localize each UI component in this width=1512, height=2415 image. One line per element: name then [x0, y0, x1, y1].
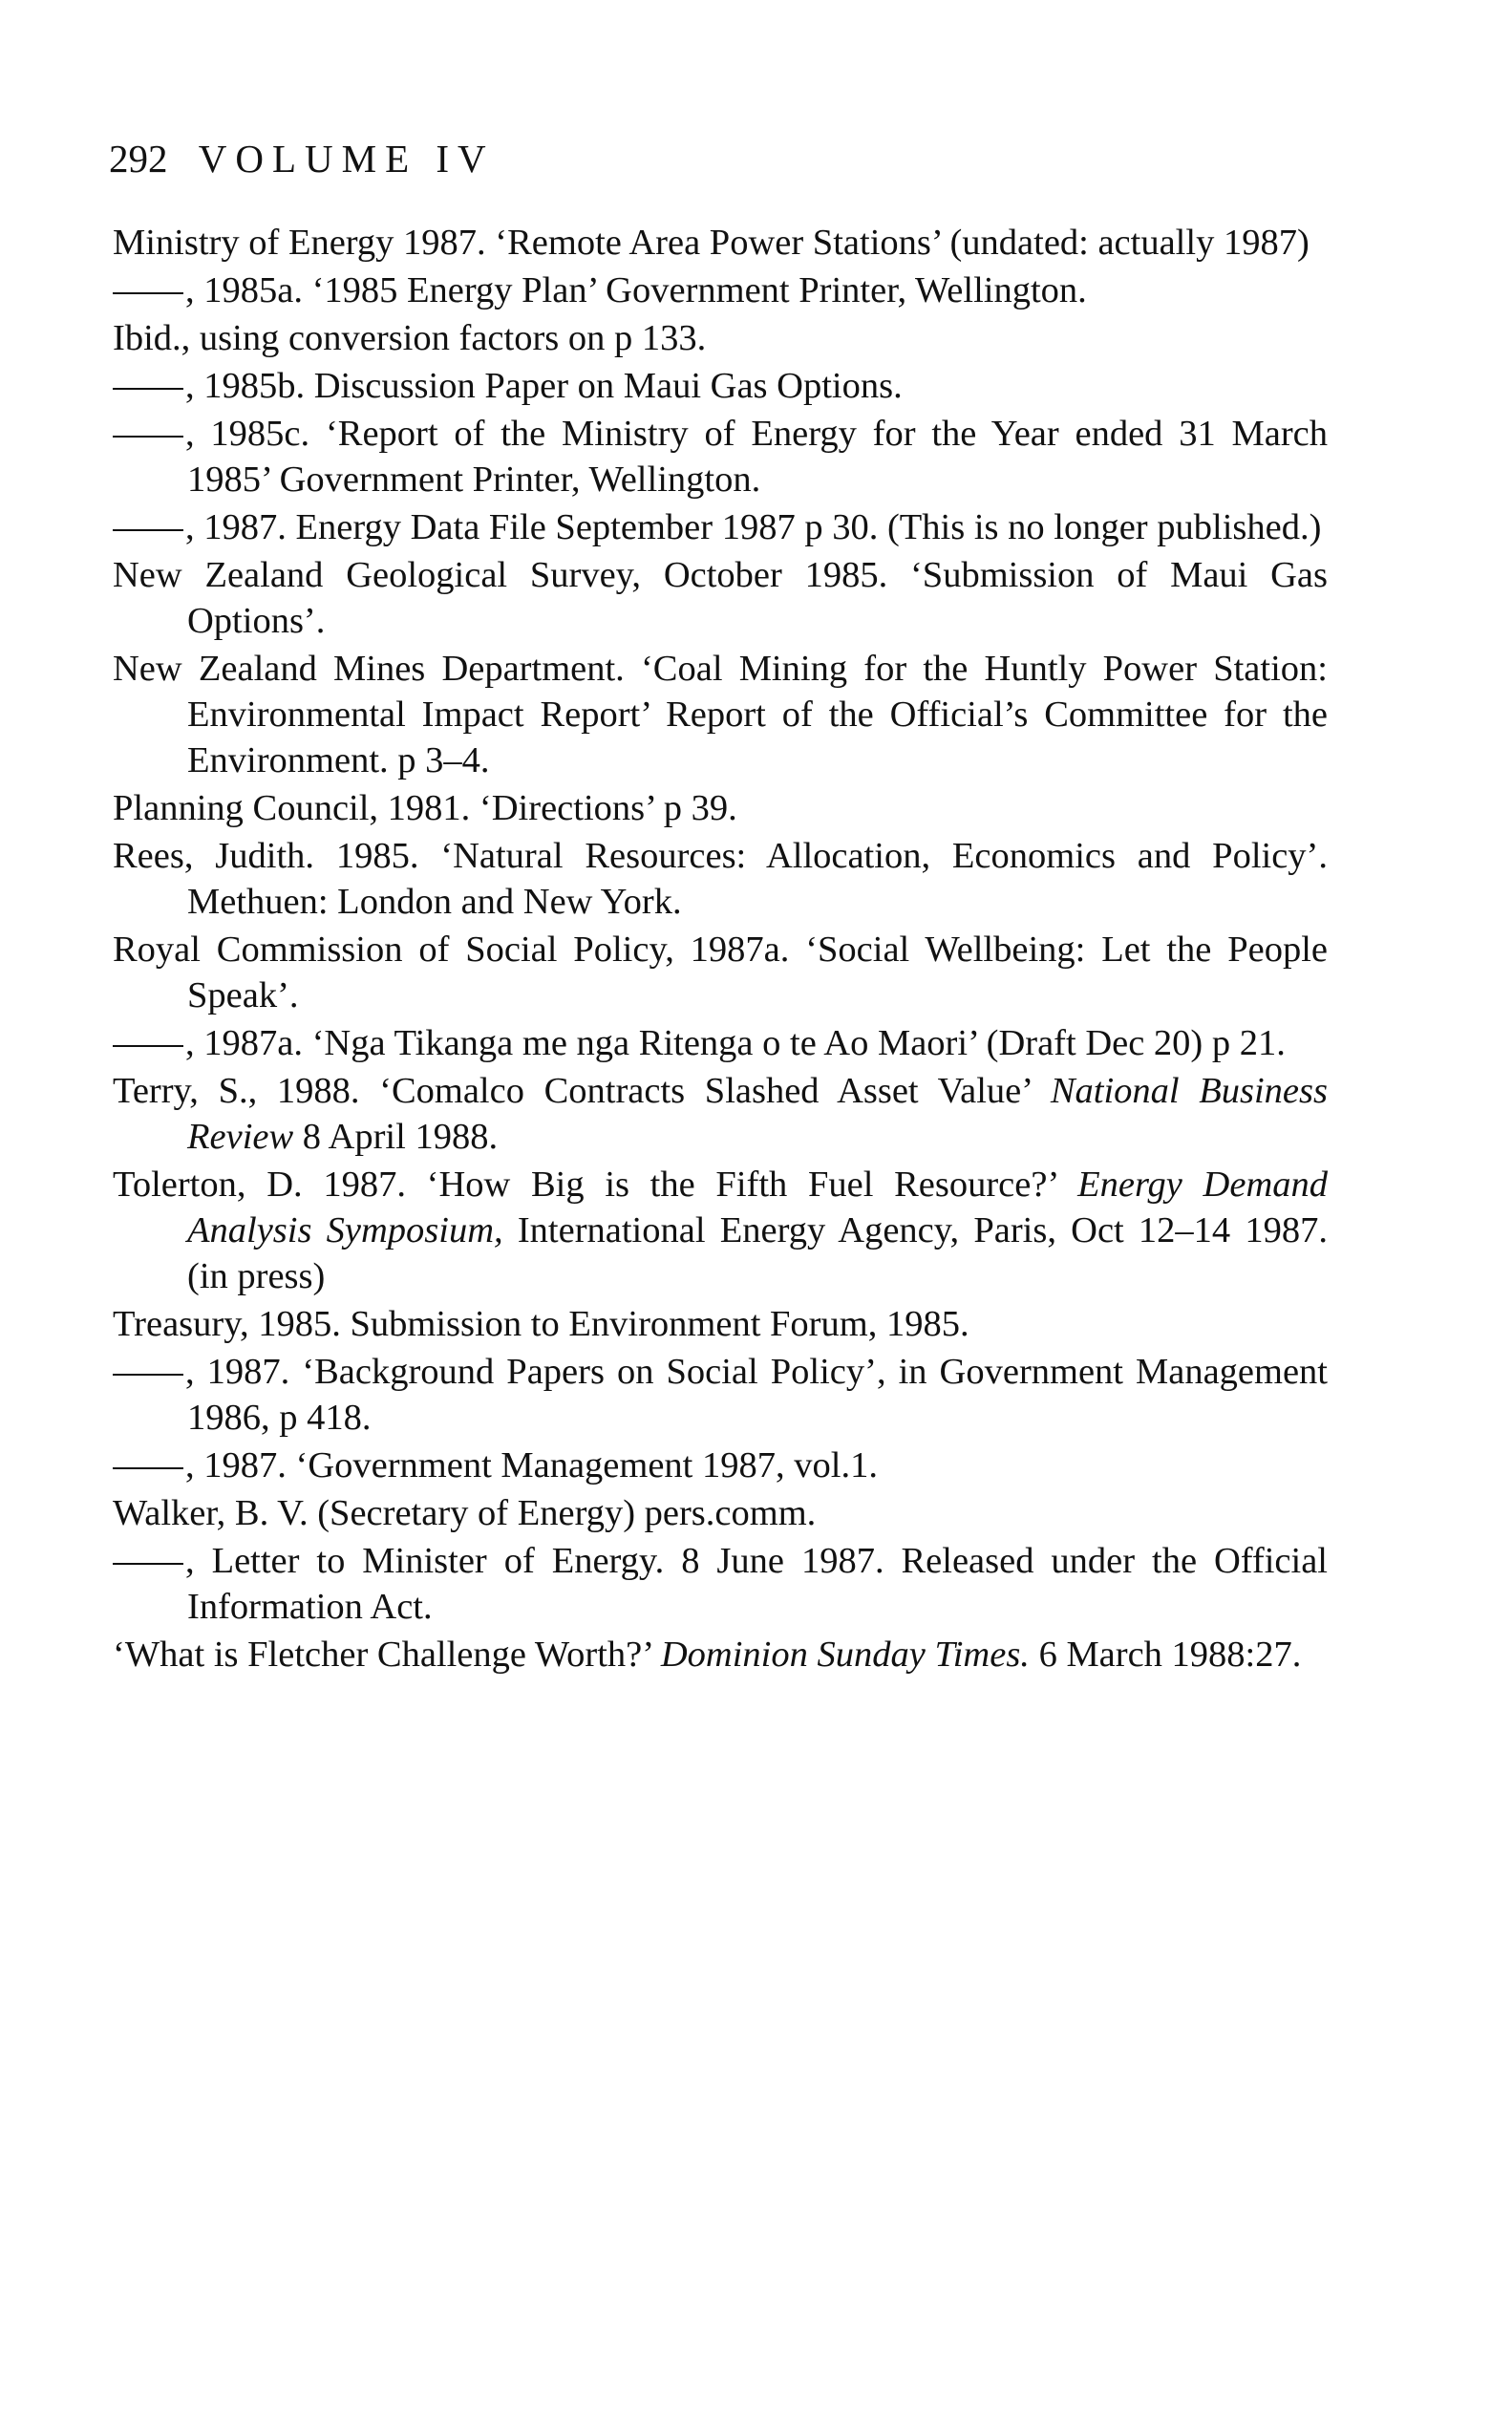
reference-entry: [113, 411, 1328, 502]
reference-text: ‘What is Fletcher Challenge Worth?’: [113, 1635, 661, 1675]
reference-text: Ministry of Energy 1987. ‘Remote Area Power Stations’ (undated: actually 1987): [113, 223, 1310, 263]
reference-text: Treasury, 1985. Submission to Environment Forum, 1985.: [113, 1304, 969, 1344]
ditto-dash: [113, 1467, 183, 1469]
reference-entry: [113, 1490, 1328, 1536]
reference-text: New Zealand Mines Department. ‘Coal Mining for the Huntly Power Station: Environmental Impact Report’ Report of the Official’s Committee for the Environment. p 3–4.: [113, 649, 1328, 780]
reference-entry: [113, 552, 1328, 644]
reference-text: , 1987. ‘Government Management 1987, vol.1.: [185, 1445, 878, 1485]
reference-list: [113, 220, 1328, 1679]
reference-text: Tolerton, D. 1987. ‘How Big is the Fifth Fuel Resource?’: [113, 1165, 1078, 1205]
reference-entry: [113, 220, 1328, 266]
reference-italic-title: Dominion Sunday Times.: [660, 1635, 1030, 1675]
reference-entry: [113, 785, 1328, 831]
reference-text: , 1987a. ‘Nga Tikanga me nga Ritenga o te Ao Maori’ (Draft Dec 20) p 21.: [185, 1023, 1286, 1063]
reference-entry: [113, 504, 1328, 550]
reference-entry: [113, 1020, 1328, 1066]
reference-italic-title: National Business Review: [187, 1071, 1328, 1157]
reference-text: , Letter to Minister of Energy. 8 June 1987. Released under the Official Information Act.: [185, 1541, 1328, 1627]
reference-text: , 1985a. ‘1985 Energy Plan’ Government Printer, Wellington.: [185, 270, 1087, 310]
page-header: [109, 136, 495, 182]
reference-entry: [113, 646, 1328, 783]
reference-entry: [113, 1349, 1328, 1441]
ditto-dash: [113, 529, 183, 531]
reference-text: , 1987. ‘Background Papers on Social Policy’, in Government Management 1986, p 418.: [185, 1352, 1328, 1438]
reference-text: , 1987. Energy Data File September 1987 p 30. (This is no longer published.): [185, 507, 1322, 547]
running-title: VOLUME IV: [198, 137, 495, 181]
ditto-dash: [113, 436, 183, 438]
reference-entry: [113, 1538, 1328, 1630]
reference-text: Rees, Judith. 1985. ‘Natural Resources: Allocation, Economics and Policy’. Methuen: London and New York.: [113, 836, 1328, 922]
reference-text: , 1985c. ‘Report of the Ministry of Energy for the Year ended 31 March 1985’ Government Printer, Wellington.: [185, 414, 1328, 500]
reference-text: Planning Council, 1981. ‘Directions’ p 39.: [113, 788, 737, 828]
ditto-dash: [113, 1563, 183, 1565]
reference-entry: [113, 1443, 1328, 1488]
reference-text: Ibid., using conversion factors on p 133.: [113, 318, 707, 358]
reference-text: , 1985b. Discussion Paper on Maui Gas Options.: [185, 366, 903, 406]
reference-entry: [113, 1068, 1328, 1160]
reference-entry: [113, 1632, 1328, 1678]
reference-text: 6 March 1988:27.: [1029, 1635, 1302, 1675]
reference-entry: [113, 1301, 1328, 1347]
reference-text: New Zealand Geological Survey, October 1985. ‘Submission of Maui Gas Options’.: [113, 555, 1328, 641]
reference-entry: [113, 833, 1328, 925]
reference-entry: [113, 927, 1328, 1018]
reference-text: International Energy Agency, Paris, Oct 12–14 1987. (in press): [187, 1210, 1328, 1296]
reference-text: 8 April 1988.: [293, 1117, 499, 1157]
ditto-dash: [113, 388, 183, 390]
reference-text: Terry, S., 1988. ‘Comalco Contracts Slashed Asset Value’: [113, 1071, 1051, 1111]
reference-text: Walker, B. V. (Secretary of Energy) pers.comm.: [113, 1493, 817, 1533]
reference-entry: [113, 315, 1328, 361]
ditto-dash: [113, 1374, 183, 1376]
ditto-dash: [113, 292, 183, 294]
ditto-dash: [113, 1045, 183, 1047]
reference-entry: [113, 267, 1328, 313]
reference-entry: [113, 363, 1328, 409]
reference-entry: [113, 1162, 1328, 1299]
reference-text: Royal Commission of Social Policy, 1987a. ‘Social Wellbeing: Let the People Speak’.: [113, 930, 1328, 1015]
page-number: 292: [109, 137, 168, 181]
reference-italic-title: Energy Demand Analysis Symposium,: [187, 1165, 1328, 1250]
